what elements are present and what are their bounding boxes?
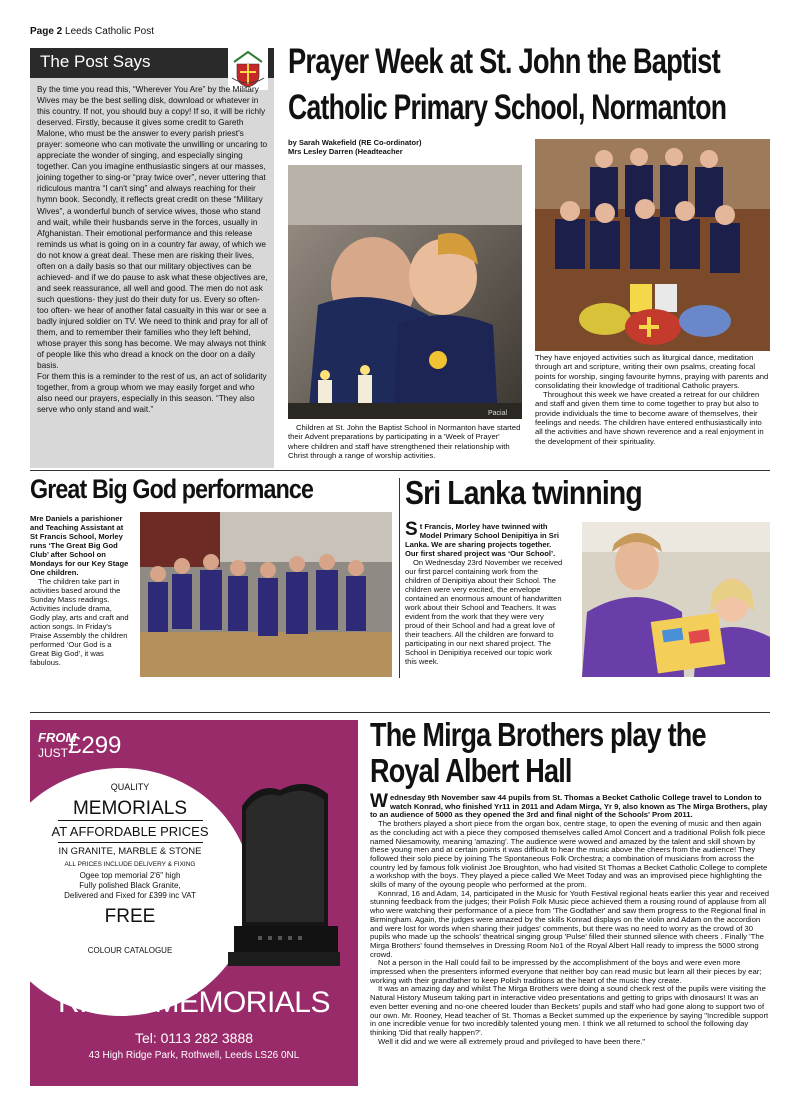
advert-company: R.G.R. MEMORIALS — [57, 986, 331, 1019]
post-says-title: The Post Says — [40, 52, 151, 71]
article-body: The children take part in activities based around the Sunday Mass readings. Activities include drama, Godly play, arts and craft and action songs. In Friday's Praise Assembly the children performed ‘Our God is a Great Big God’, it was fabulous. — [30, 577, 129, 667]
photo-great-big-god — [140, 512, 392, 677]
great-big-god-article — [30, 514, 130, 667]
headline-mirga-line2: Royal Albert Hall — [370, 752, 572, 789]
dropcap: S — [405, 519, 418, 540]
article-lead: Mre Daniels a parishioner and Teaching Assistant at St Francis School, Morley runs ‘The Great Big God Club’ after School on Mondays for our Key Stage One children. — [30, 514, 129, 577]
advert-spec: Fully polished Black Granite, — [79, 881, 181, 890]
article-paragraph: Well it did and we were all extremely proud and privileged to have been there." — [378, 1036, 646, 1046]
advert-price: £299 — [68, 732, 122, 759]
byline-line: Mrs Lesley Darren (Headteacher — [288, 147, 403, 156]
post-says-box — [30, 48, 274, 468]
dropcap: W — [370, 791, 388, 812]
byline-line: by Sarah Wakefield (RE Co-ordinator) — [288, 138, 422, 147]
byline — [288, 138, 518, 156]
advert-rule — [58, 820, 203, 821]
advert-from: FROM — [38, 730, 77, 745]
advert-memorials: MEMORIALS — [72, 798, 188, 819]
article-paragraph: The brothers played a short piece from the organ box, centre stage, to open the evening of music and then again as the concluding act with a piece they composed themselves called Amol Concert and a traditional Polish folk piece named Niesamowity, meaning 'amazing'. The audience were wowed and amazed by the talent and skill shown by these young men and at certain points it was difficult to hear the music above the cheers from the audience! They followed their solo piece by joining The Spontaneous Folk Orchestra; a combination of musicians from across the country led by famous folk violinist Joe Broughton, who had visited St Thomas a Becket Catholic College to complete a workshop with the boys. They played a piece called We Meet Today and was an improvised piece highlighting the skills of many of the oyoung people who performed at the prom. — [370, 819, 768, 890]
article-lead-text: ednesday 9th November saw 44 pupils from St. Thomas a Becket Catholic College travel to London to watch Konrad, who finished Yr11 in 2011 and Adam Mirga, Yr 9, also known as The Mirga Brothers, play to an audience of 5000 as they opened the 3rd and final night of the Schools' Prom 2011. — [370, 793, 768, 820]
article-lead — [370, 791, 770, 820]
advert-just: JUST — [38, 746, 68, 760]
advert-catalogue: COLOUR CATALOGUE — [87, 946, 173, 955]
page-number: Page 2 — [30, 26, 63, 37]
post-says-paragraph: For them this is a reminder to the rest of us, an act of solidarity together, from a group whom we may easily forget and who also need our prayers, especially in this season. “They also serve who only stand and wait.” — [37, 371, 267, 415]
section-divider — [30, 470, 770, 471]
caption-paragraph: They have enjoyed activities such as liturgical dance, meditation through art and scripture, writing their own psalms, creating focal points for worship, singing favourite hymns, praying with parents and consolidating their knowledge of traditional Catholic prayers. — [535, 353, 769, 390]
photo-candle-lighting — [288, 165, 522, 419]
running-head — [30, 26, 154, 37]
caption-paragraph: Throughout this week we have created a retreat for our children and staff and given them time to come together to pray but also to provide individuals the time to become aware of themselves, their feelings and needs. The children have entered enthusiastically into all the activities and have shown reverence and a real enjoyment in the development of their spirituality. — [535, 390, 764, 446]
article-paragraph: It was an amazing day and whilst The Mirga Brothers were doing a sound check rest of the pupils were visiting the Natural History Museum taking part in interactive video presentations and getting to grips with dinosaurs! It was an even better evening and no-one cheered louder than Beckets' pupils and staff who had gone along to support two of our own. Mr. Rooney, Head teacher of St. Thomas a Becket summed up the experience by saying "Incredible support in one incredible venue for two incredibly talented young men. I think we all returned to school the following day thinking 'Did that really happen?'. — [370, 984, 769, 1037]
publication-title: Leeds Catholic Post — [65, 26, 154, 37]
column-divider — [399, 478, 400, 678]
advert-delivery: ALL PRICES INCLUDE DELIVERY & FIXING — [64, 861, 196, 868]
advert-rgr-memorials — [30, 720, 358, 1086]
advert-quality: QUALITY — [110, 782, 150, 792]
headline-prayer-week-line2: Catholic Primary School, Normanton — [288, 88, 727, 127]
article-paragraph: Not a person in the Hall could fail to be impressed by the accomplishment of the boys and were even more impressed when the presenters informed everyone that neither boy can read music but learn all their pieces by ear; working with their grandfather to keep Polish traditions at the heart of the music they create. — [370, 958, 762, 985]
advert-spec: Delivered and Fixed for £399 inc VAT — [64, 891, 196, 900]
advert-free: FREE — [104, 906, 156, 927]
advert-materials: IN GRANITE, MARBLE & STONE — [58, 846, 202, 857]
headstone-icon — [228, 776, 340, 966]
headline-mirga-line1: The Mirga Brothers play the — [370, 716, 706, 753]
advert-spec: Ogee top memorial 2'6" high — [79, 871, 181, 880]
sri-lanka-article — [405, 519, 565, 666]
headline-great-big-god: Great Big God performance — [30, 474, 314, 504]
photo-school-group — [535, 139, 770, 351]
article-lead: t Francis, Morley have twinned with Model Primary School Denipitiya in Sri Lanka. We are sharing projects together. Our first shared project was ‘Our School’. — [405, 522, 559, 558]
photo-credit: Pacial — [488, 410, 508, 417]
article-paragraph: Konnrad, 16 and Adam, 14, participated in the Music for Youth Festival regional heats earlier this year and received stunning feedback from the judges; their Polish Folk Music piece achieved them a rousing round of applause from all who were watching their performance of a piece from 'The Godfather' and saw them progress to the Regional final in Birmingham. Again, the judges were amazed by the skills Konrad displays on the violin and Adam on the accordion and were lost for words when sharing their judges' comments, but there was no need to worry as the crowd of 30 pupils who made up the schools' theatrical singing group 'Pulse' filled their stunned silence with cheers . Finally 'The Mirga Brothers' found themselves in Dressing Room No1 of the Royal Albert Hall ready to impress the 5000 strong crowd. — [370, 888, 770, 959]
photo-sri-lanka-pupils — [582, 522, 770, 677]
advert-address: 43 High Ridge Park, Rothwell, Leeds LS26 0NL — [88, 1050, 300, 1061]
caption-prayer-week-continued — [535, 353, 771, 446]
caption-prayer-week: Children at St. John the Baptist School in Normanton have started their Advent preparations by participating in a 'Week of Prayer' where children and staff have strengthened their relationship with Christ through a range of worship activities. — [288, 423, 521, 460]
headline-sri-lanka: Sri Lanka twinning — [405, 474, 642, 511]
post-says-paragraph: By the time you read this, “Wherever You Are” by the Military Wives may be the best selling disk, download or whatever in this country. If not, you should buy a copy! If so, it will be richly deserved. Firstly, because it gives some credit to Gareth Malone, who must be the answer to every parish priest's prayer: someone who can motivate the unwilling or uncaring to appreciate the wonder of singing, and especially singing together. Can you imagine enthusiastic singers at our masses, joining together to sing-or “pray twice over”, never uttering that ridiculous mantra “I can't sing” and always reaching for their hymn book. Secondly, it reflects great credit on these “Military Wives”, a wonderful bunch of service wives, those who stand and wait, while their husbands serve in the forces, usually in Afghanistan. Their emotional performance and this release reminds us what is going on in a country far away, of which we do not know a great deal. These men are risking their lives, often on a daily basis so that our military objectives can be achieved- and if we do pause to ask what these objectives are, and seek reassurance, all well and good. The men do not ask such questions- they just do their duty for us. Every so often- too often- we hear of another fatal casualty in this war or see a badly injured soldier on TV. We need to think and pray for all of them, and to remember their families who they left behind, whose prayer this song has become. We may always not think of people like this who dread a knock on the door on a daily basis. — [37, 84, 268, 371]
advert-telephone: Tel: 0113 282 3888 — [134, 1030, 254, 1046]
headline-prayer-week-line1: Prayer Week at St. John the Baptist — [288, 42, 720, 81]
advert-affordable: AT AFFORDABLE PRICES — [51, 824, 209, 839]
section-divider — [30, 712, 770, 713]
mirga-article — [370, 791, 770, 1046]
post-says-text — [37, 84, 271, 415]
advert-rule — [58, 842, 203, 843]
article-body: On Wednesday 23rd November we received our first parcel containing work from the children of Denipitiya about their School. The children were very excited, the envelope contained an enormous amount of handwritten work about their School and Teachers. It was evident from the work that they were very proud of their School and had a great love of their teachers. All the children are forward to participating in our next shared project. The School in Denipitiya received our topic work this week. — [405, 558, 563, 666]
